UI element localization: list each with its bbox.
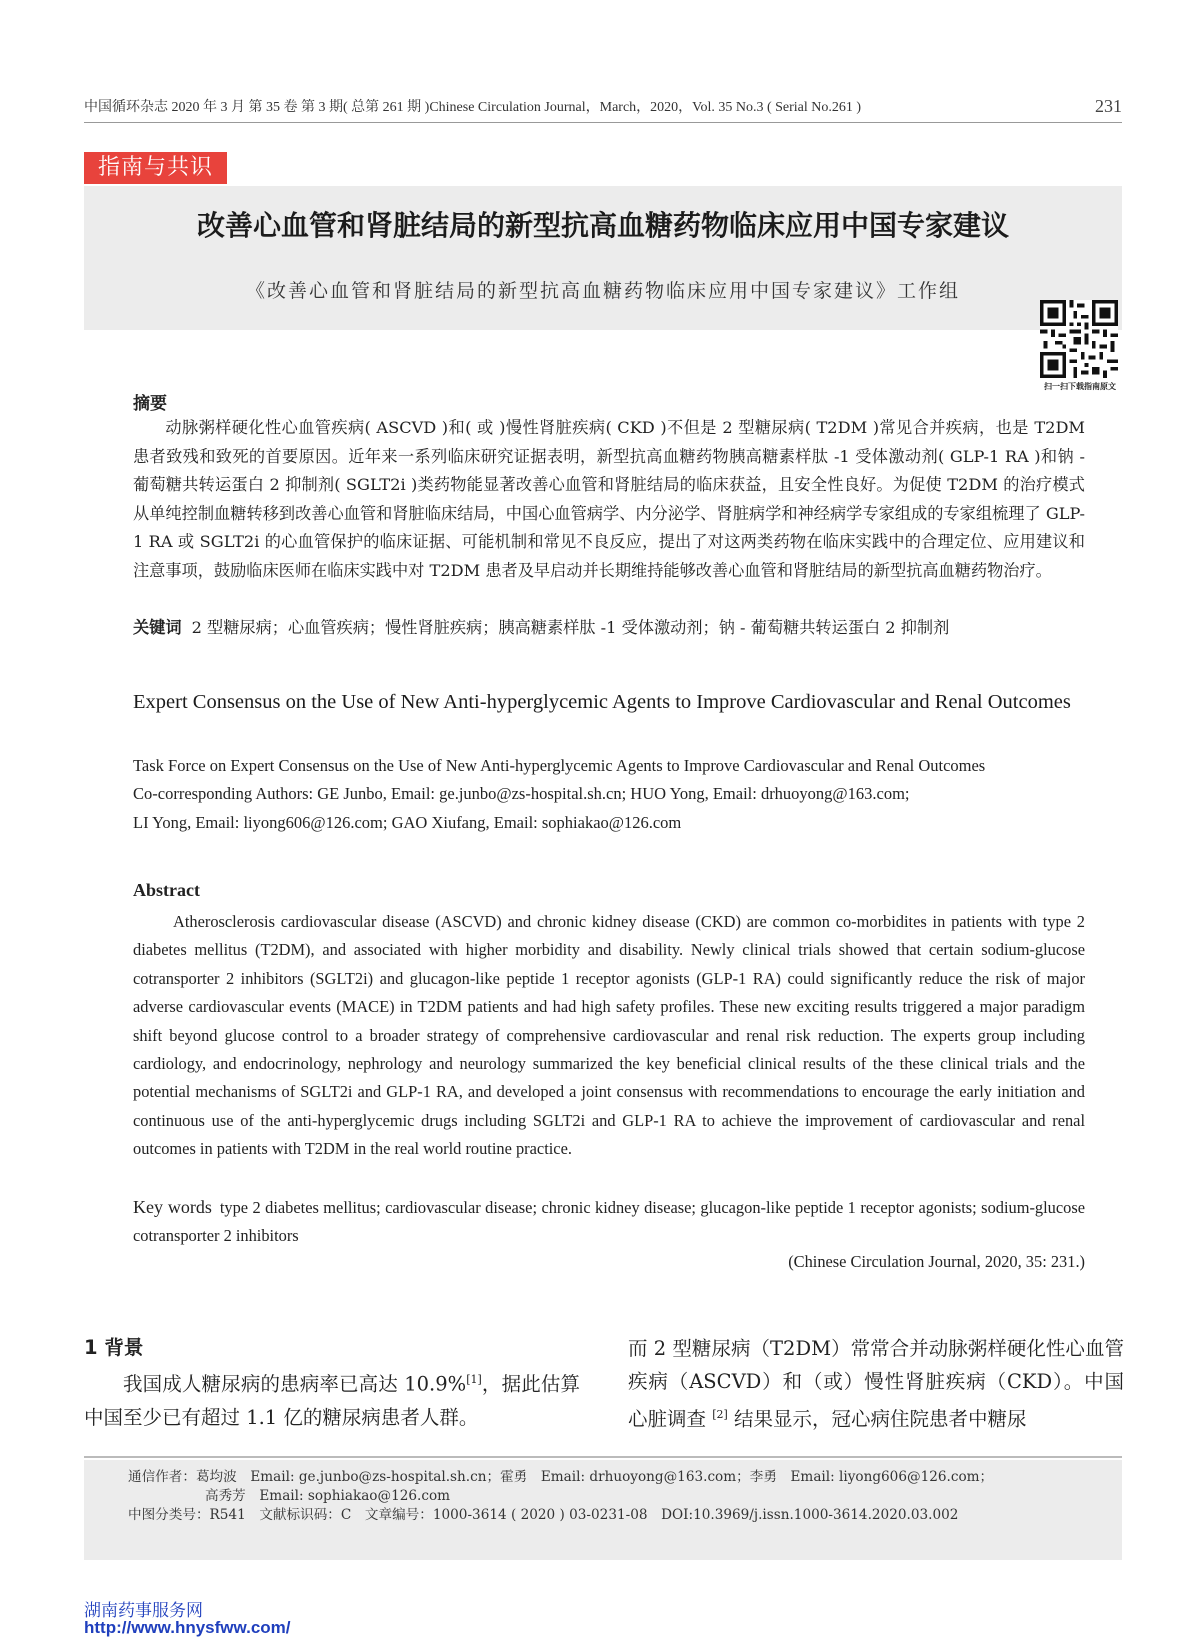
reference-1[interactable]: [1] — [466, 1373, 482, 1386]
en-abstract-heading: Abstract — [133, 880, 200, 900]
section-heading: 1 背景 — [84, 1336, 144, 1359]
footer-line-3: 中图分类号：R541 文献标识码：C 文章编号：1000-3614 ( 2020 ) 03-0231-08 DOI:10.3969/j.issn.1000-3614.2020.03.002 — [128, 1507, 959, 1523]
watermark-site-name: 湖南药事服务网 — [84, 1601, 203, 1621]
section-tag: 指南与共识 — [84, 152, 227, 184]
footer-divider — [84, 1456, 1122, 1458]
footer-line-2: 高秀芳 Email: sophiakao@126.com — [205, 1488, 451, 1504]
workgroup-author: 《改善心血管和肾脏结局的新型抗高血糖药物临床应用中国专家建议》工作组 — [245, 280, 960, 302]
cn-abstract-heading: 摘要 — [133, 394, 167, 414]
english-title: Expert Consensus on the Use of New Anti-hyperglycemic Agents to Improve Cardiovascular and Renal Outcomes — [133, 691, 1071, 713]
cn-keywords — [133, 614, 1093, 642]
en-abstract-text: Atherosclerosis cardiovascular disease (ASCVD) and chronic kidney disease (CKD) are common co-morbidites in patients with type 2 diabetes mellitus (T2DM), and associated with higher morbidity and disability. Newly clinical trials showed that certain sodium-glucose cotransporter 2 inhibitors (SGLT2i) and glucagon-like peptide 1 receptor agonists (GLP-1 RA) could significantly reduce the risk of major adverse cardiovascular events (MACE) in T2DM patients and had high safety profiles. These new exciting results triggered a major paradigm shift beyond glucose control to a broader strategy of comprehensive cardiovascular and renal risk reduction. The experts group including cardiology, and endocrinology, nephrology and neurology summarized the key beneficial clinical results of the these clinical trials and the potential mechanisms of SGLT2i and GLP-1 RA, and developed a joint consensus with recommendations to encourage the early initiation and continuous use of the anti-hyperglycemic drugs including SGLT2i and GLP-1 RA to achieve the improvement of cardiovascular and renal outcomes in patients with T2DM in the real world routine practice. — [133, 912, 1085, 1159]
page-number: 231 — [1095, 96, 1122, 116]
cn-keywords-label: 关键词 — [133, 618, 182, 637]
running-head: 中国循环杂志 2020 年 3 月 第 35 卷 第 3 期( 总第 261 期 )Chinese Circulation Journal，March，2020，Vol. 35 No.3 ( Serial No.261 ) — [84, 96, 1122, 123]
footer-notes — [128, 1468, 1108, 1525]
footer-line-1: 通信作者：葛均波 Email: ge.junbo@zs-hospital.sh.cn；霍勇 Email: drhuoyong@163.com；李勇 Email: liyong606@126.com； — [128, 1469, 994, 1485]
en-keywords — [133, 1193, 1085, 1251]
body-left-text-cont: ，据此估算中国至少已有超过 1.1 亿的糖尿病患者人群。 — [84, 1372, 580, 1429]
authors-line-1: Co-corresponding Authors: GE Junbo, Email: ge.junbo@zs-hospital.sh.cn; HUO Yong, Email: drhuoyong@163.com; — [133, 784, 910, 804]
en-keywords-label: Key words — [133, 1197, 212, 1217]
task-force: Task Force on Expert Consensus on the Use of New Anti-hyperglycemic Agents to Improve Cardiovascular and Renal Outcomes — [133, 756, 986, 775]
body-column-right — [628, 1332, 1124, 1436]
watermark-site-url[interactable]: http://www.hnysfww.com/ — [84, 1618, 291, 1637]
qr-code-icon[interactable] — [1040, 300, 1118, 378]
body-right-text-cont: 结果显示，冠心病住院患者中糖尿 — [727, 1407, 1027, 1431]
cn-keywords-text: 2 型糖尿病；心血管疾病；慢性肾脏疾病；胰高糖素样肽 -1 受体激动剂；钠 - 葡萄糖共转运蛋白 2 抑制剂 — [191, 618, 950, 637]
english-meta — [133, 752, 1093, 837]
article-title: 改善心血管和肾脏结局的新型抗高血糖药物临床应用中国专家建议 — [196, 209, 1009, 242]
en-keywords-text: type 2 diabetes mellitus; cardiovascular disease; chronic kidney disease; glucagon-like peptide 1 receptor agonists; sodium-glucose cotransporter 2 inhibitors — [133, 1198, 1085, 1246]
body-left-text: 我国成人糖尿病的患病率已高达 10.9% — [123, 1372, 467, 1396]
citation: (Chinese Circulation Journal, 2020, 35: 231.) — [788, 1252, 1085, 1271]
body-right-text: 而 2 型糖尿病（T2DM）常常合并动脉粥样硬化性心血管疾病（ASCVD）和（或）慢性肾脏疾病（CKD）。中国心脏调查 — [628, 1337, 1124, 1431]
reference-2[interactable]: [2] — [712, 1408, 728, 1421]
body-column-left — [84, 1363, 580, 1434]
cn-abstract-text: 动脉粥样硬化性心血管疾病( ASCVD )和( 或 )慢性肾脏疾病( CKD )不但是 2 型糖尿病( T2DM )常见合并疾病，也是 T2DM 患者致残和致死的首要原因。近年来一系列临床研究证据表明，新型抗高血糖药物胰高糖素样肽 -1 受体激动剂( GLP-1 RA )和钠 - 葡萄糖共转运蛋白 2 抑制剂( SGLT2i )类药物能显著改善心血管和肾脏结局的临床获益，且安全性良好。为促使 T2DM 的治疗模式从单纯控制血糖转移到改善心血管和肾脏临床结局，中国心血管病学、内分泌学、肾脏病学和神经病学专家组成的专家组梳理了 GLP-1 RA 或 SGLT2i 的心血管保护的临床证据、可能机制和常见不良反应，提出了对这两类药物在临床实践中的合理定位、应用建议和注意事项，鼓励临床医师在临床实践中对 T2DM 患者及早启动并长期维持能够改善心血管和肾脏结局的新型抗高血糖药物治疗。 — [133, 418, 1085, 580]
authors-line-2: LI Yong, Email: liyong606@126.com; GAO Xiufang, Email: sophiakao@126.com — [133, 812, 682, 832]
qr-caption: 扫一扫下载指南原文 — [1044, 382, 1116, 391]
